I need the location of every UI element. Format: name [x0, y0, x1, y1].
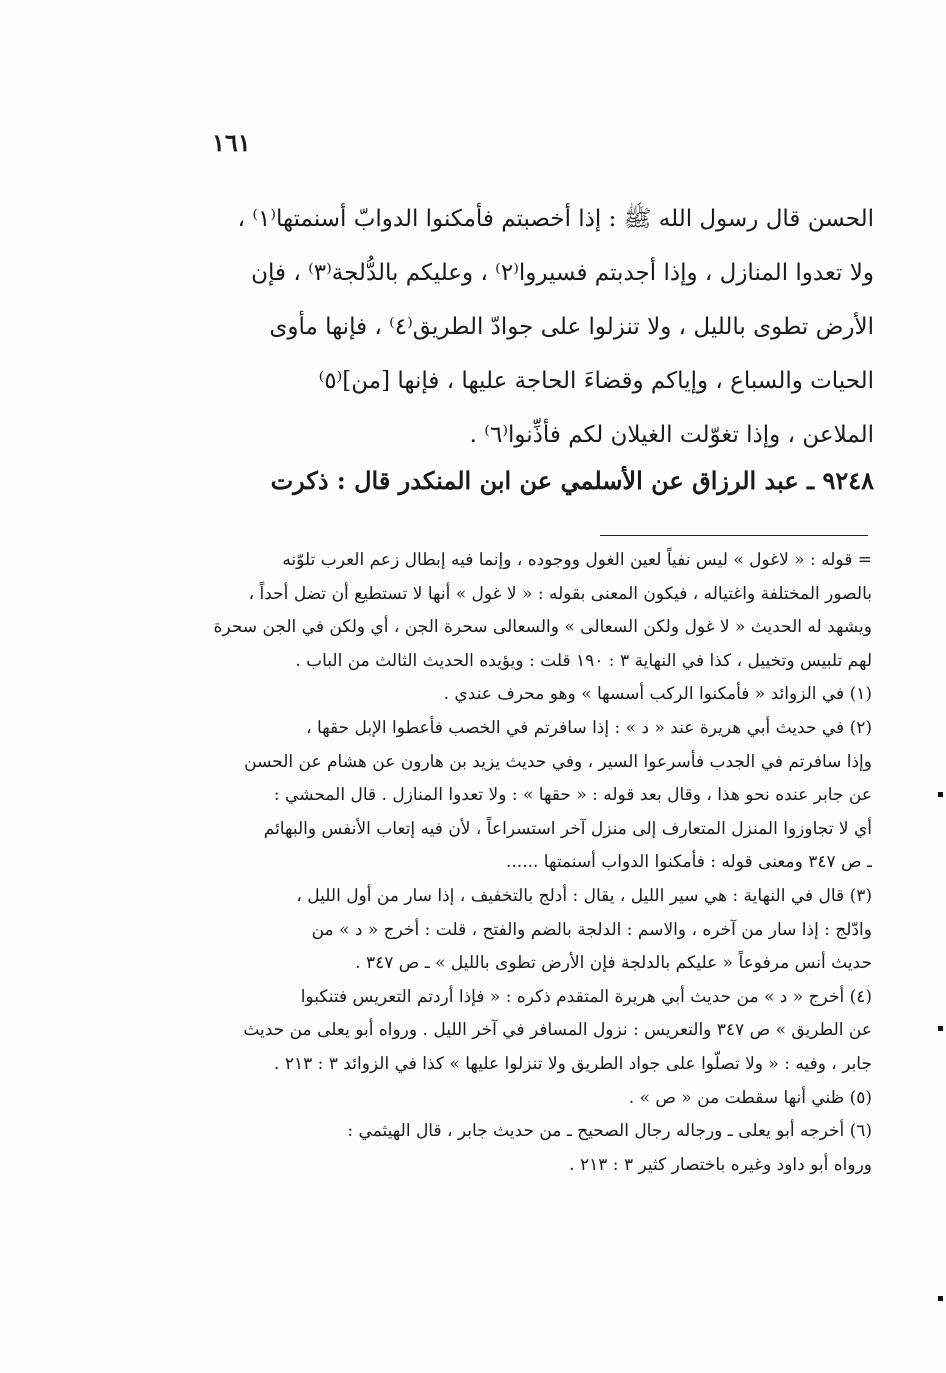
- footnote-line: جابر ، وفيه : « ولا تصلّوا على جواد الطريق ولا تنزلوا عليها » كذا في الزوائد ٣ : ٢١٣ .: [274, 1053, 872, 1074]
- footnote-line: عن الطريق » ص ٣٤٧ والتعريس : نزول المسافر في آخر الليل . ورواه أبو يعلى من حديث: [243, 1020, 872, 1041]
- page-number: ١٦١: [212, 128, 251, 157]
- footnote-line: لهم تلبيس وتخييل ، كذا في النهاية ٣ : ١٩٠ قلت : ويؤيده الحديث الثالث من الباب .: [295, 650, 872, 671]
- footnote-line: عن جابر عنده نحو هذا ، وقال بعد قوله : « حقها » : ولا تعدوا المنازل . قال المحشي :: [273, 785, 872, 806]
- main-text-line: ولا تعدوا المنازل ، وإذا أجدبتم فسيروا⁽٢⁾ ، وعليكم بالدُّلجة⁽٣⁾ ، فإن: [251, 260, 874, 286]
- margin-mark: [938, 1296, 943, 1301]
- footnote-line: = قوله : « لاغول » ليس نفياً لعين الغول ووجوده ، وإنما فيه إبطال زعم العرب تلوّنه: [282, 550, 872, 570]
- margin-mark: [938, 1026, 943, 1031]
- main-text-line: الأرض تطوى بالليل ، ولا تنزلوا على جوادّ الطريق⁽٤⁾ ، فإنها مأوى: [269, 314, 874, 340]
- footnote-line: وإذا سافرتم في الجدب فأسرعوا السير ، وفي حديث يزيد بن هارون عن هشام عن الحسن: [244, 751, 872, 772]
- footnote-line: بالصور المختلفة واغتياله ، فيكون المعنى بقوله : « لا غول » أنها لا تستطيع أن تضل أحداً ،: [248, 583, 872, 604]
- footnote-line: ـ ص ٣٤٧ ومعنى قوله : فأمكنوا الدواب أسنمتها ......: [505, 852, 872, 873]
- main-text-line: الملاعن ، وإذا تغوّلت الغيلان لكم فأذِّنوا⁽٦⁾ .: [469, 422, 874, 448]
- footnote-line: حديث أنس مرفوعاً « عليكم بالدلجة فإن الأرض تطوى بالليل » ـ ص ٣٤٧ .: [355, 953, 872, 974]
- footnote-line: وادّلج : إذا سار من آخره ، والاسم : الدلجة بالضم والفتح ، قلت : أخرج « د » من: [311, 919, 872, 940]
- footnote-line: (٢) في حديث أبي هريرة عند « د » : إذا سافرتم في الخصب فأعطوا الإبل حقها ،: [306, 717, 872, 738]
- footnote-line: ورواه أبو داود وغيره باختصار كثير ٣ : ٢١٣ .: [569, 1154, 872, 1175]
- footnote-line: (٤) أخرج « د » من حديث أبي هريرة المتقدم ذكره : « فإذا أردتم التعريس فتنكبوا: [300, 986, 872, 1007]
- footnote-line: (٥) ظني أنها سقطت من « ص » .: [628, 1087, 872, 1108]
- footnote-line: (٦) أخرجه أبو يعلى ـ ورجاله رجال الصحيح ـ من حديث جابر ، قال الهيثمي :: [347, 1121, 872, 1142]
- main-text-line: الحيات والسباع ، وإياكم وقضاءَ الحاجة عليها ، فإنها [من]⁽٥⁾: [318, 368, 874, 394]
- main-text-line: الحسن قال رسول الله ﷺ : إذا أخصبتم فأمكنوا الدوابّ أسنمتها⁽١⁾ ،: [237, 206, 874, 232]
- hadith-entry-heading: ٩٢٤٨ ـ عبد الرزاق عن الأسلمي عن ابن المنكدر قال : ذكرت: [270, 466, 874, 495]
- margin-mark: [938, 792, 943, 797]
- footnote-line: أي لا تجاوزوا المنزل المتعارف إلى منزل آخر استسراعاً ، لأن فيه إتعاب الأنفس والبهائم: [263, 818, 872, 839]
- footnote-line: ويشهد له الحديث « لا غول ولكن السعالى » والسعالى سحرة الجن ، أي ولكن في الجن سحرة: [213, 617, 872, 638]
- footnotes: [200, 544, 872, 1182]
- main-text: [205, 192, 874, 462]
- footnote-separator: [600, 535, 868, 536]
- footnote-line: (١) في الزوائد « فأمكنوا الركب أسسها » وهو محرف عندي .: [443, 684, 872, 705]
- footnote-line: (٣) قال في النهاية : هي سير الليل ، يقال : أدلج بالتخفيف ، إذا سار من أول الليل ،: [296, 885, 872, 906]
